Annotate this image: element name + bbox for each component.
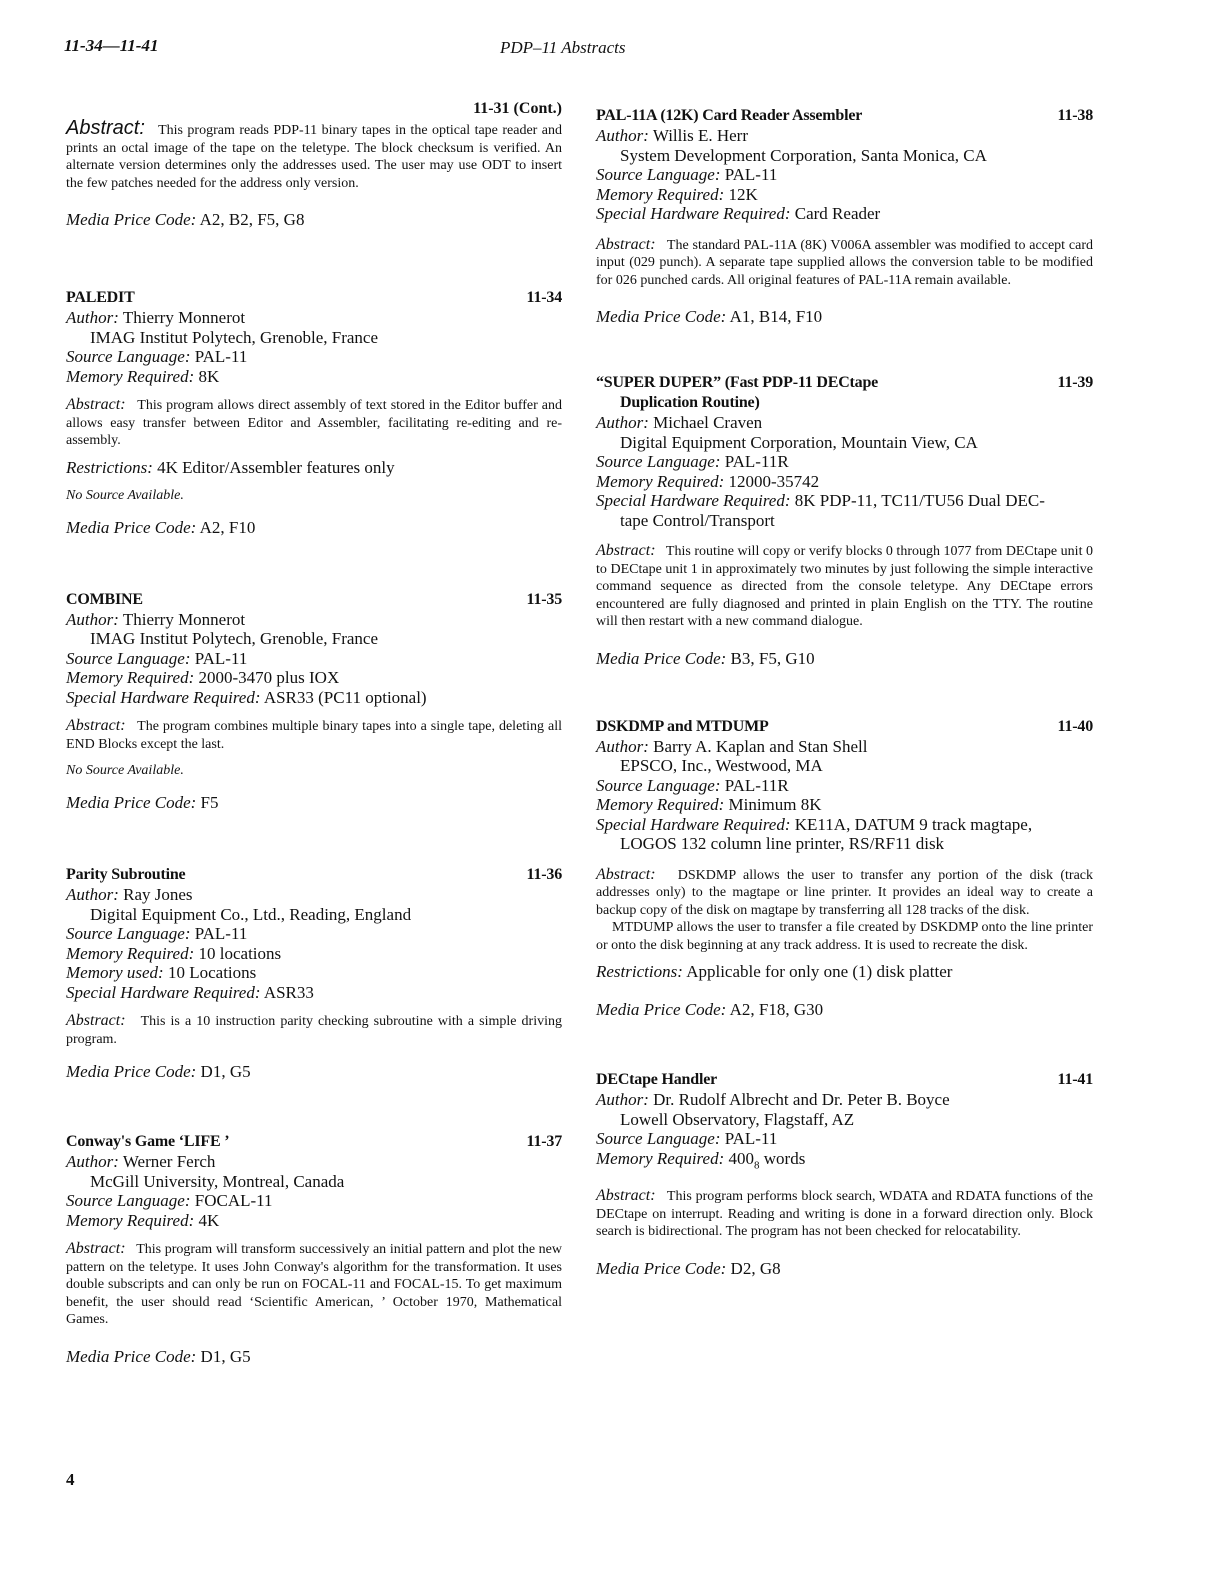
abstract: Abstract: This is a 10 instruction parity checking subroutine with a simple driving program.: [66, 1012, 562, 1047]
restrictions: Restrictions: Applicable for only one (1) disk platter: [596, 962, 953, 981]
memory-required: Memory Required: 10 locations: [66, 943, 282, 963]
entry-11-35: [66, 590, 562, 814]
page-number: 4: [66, 1470, 75, 1489]
entry-title: DECtape Handler: [596, 1071, 718, 1088]
entry-title: DSKDMP and MTDUMP: [596, 717, 769, 735]
source-language: Source Language: PAL-11: [66, 924, 248, 943]
left-column: [66, 100, 562, 1367]
abstract: Abstract: The standard PAL-11A (8K) V006A assembler was modified to accept card input (029 punch). A separate tape supplied allows the conversion table to be modified for 026 punched cards. All original features of PAL-11A remain available.: [596, 235, 1093, 288]
entry-number: 11-35: [526, 590, 562, 608]
entry-title: COMBINE: [66, 590, 143, 608]
memory-required: Memory Required: 12000-35742: [596, 471, 820, 491]
entry-number: 11-36: [526, 866, 562, 883]
media-price-code: Media Price Code: B3, F5, G10: [596, 648, 815, 668]
abstract: Abstract: This program will transform successively an initial pattern and plot the new pattern on the teletype. It uses John Conway's algorithm for the transformation. It uses double subscripts and can only be run on FOCAL-11 and FOCAL-15. To get maximum benefit, the user should read ‘Scientific American, ’ October 1970, Mathematical Games.: [66, 1240, 563, 1327]
entry-number: 11-40: [1057, 717, 1093, 735]
special-hardware: Special Hardware Required: ASR33: [66, 982, 314, 1002]
memory-required: Memory Required: Minimum 8K: [596, 795, 822, 814]
entry-11-36: [66, 865, 562, 1082]
restrictions: Restrictions: 4K Editor/Assembler features only: [66, 457, 395, 477]
entry-11-31-cont: [66, 100, 562, 230]
media-price-code: Media Price Code: A1, B14, F10: [596, 307, 823, 326]
source-language: Source Language: PAL-11R: [596, 775, 789, 795]
affiliation: Digital Equipment Corporation, Mountain View, CA: [620, 432, 978, 452]
affiliation: IMAG Institut Polytech, Grenoble, France: [90, 629, 378, 648]
entry-title: “SUPER DUPER” (Fast PDP-11 DECtape Duplication Routine): [596, 374, 879, 411]
memory-required: Memory Required: $400_8$ words: [596, 1148, 806, 1171]
author: Author: Thierry Monnerot: [66, 609, 246, 629]
memory-required: Memory Required: 2000-3470 plus IOX: [66, 668, 340, 687]
entry-number: 11-41: [1057, 1071, 1093, 1088]
memory-required: Memory Required: 4K: [66, 1210, 220, 1230]
memory-used: Memory used: 10 Locations: [66, 963, 257, 982]
entry-title: Parity Subroutine: [66, 866, 186, 883]
header-title: PDP–11 Abstracts: [500, 38, 626, 57]
entry-number: 11-38: [1057, 107, 1093, 124]
abstract: Abstract: This program performs block search, WDATA and RDATA functions of the DECtape on interrupt. Reading and writing is done in a forward direction only. Block search is bidirectional. The program has not been checked for relocatability.: [596, 1187, 1094, 1240]
author: Author: Willis E. Herr: [596, 126, 748, 145]
abstract: Abstract: This program allows direct assembly of text stored in the Editor buffer and allows easy transfer between Editor and Assembler, facilitating re-editing and re-assembly.: [66, 396, 562, 448]
special-hardware: Special Hardware Required: ASR33 (PC11 optional): [66, 687, 427, 707]
author: Author: Thierry Monnerot: [66, 308, 246, 327]
media-price-code: Media Price Code: A2, F18, G30: [596, 1000, 824, 1019]
media-price-code: Media Price Code: D2, G8: [596, 1258, 781, 1278]
memory-required: Memory Required: 8K: [66, 366, 220, 386]
affiliation: System Development Corporation, Santa Monica, CA: [620, 145, 987, 165]
source-language: Source Language: PAL-11R: [596, 452, 789, 471]
affiliation: IMAG Institut Polytech, Grenoble, France: [90, 327, 378, 347]
abstract: Abstract: DSKDMP allows the user to transfer any portion of the disk (track addresses only) to the magtape or line printer. It provides an ideal way to create a backup copy of the disk on magtape by transferring all 128 tracks of the disk. MTDUMP allows the user to transfer a file created by DSKDMP onto the line printer or onto the disk beginning at any track address. It is used to recreate the disk.: [596, 865, 1093, 953]
media-price-code: Media Price Code: A2, B2, F5, G8: [66, 210, 305, 229]
entry-11-40: [596, 717, 1093, 1021]
author: Author: Barry A. Kaplan and Stan Shell: [596, 736, 868, 756]
entry-number: 11-39: [1057, 374, 1093, 391]
media-price-code: Media Price Code: D1, G5: [66, 1346, 251, 1366]
memory-required: Memory Required: 12K: [596, 184, 758, 204]
header-page-range: 11-34—11-41: [64, 36, 159, 55]
entry-number: 11-37: [526, 1133, 562, 1150]
abstract: Abstract: This program reads PDP-11 binary tapes in the optical tape reader and prints an octal image of the tape on the teletype. The block checksum is verified. An alternate version determines only the addresses used. The user may use ODT to insert the few patches needed for the address only version.: [66, 117, 562, 191]
entry-11-37: [66, 1132, 562, 1367]
no-source-note: No Source Available.: [66, 763, 184, 778]
entry-11-34: [66, 288, 562, 538]
affiliation: EPSCO, Inc., Westwood, MA: [620, 756, 823, 775]
entry-number: 11-31 (Cont.): [473, 100, 562, 117]
entry-11-38: [596, 106, 1093, 327]
affiliation: Digital Equipment Co., Ltd., Reading, England: [90, 904, 412, 924]
media-price-code: Media Price Code: D1, G5: [66, 1062, 251, 1081]
entry-title: Conway's Game ‘LIFE ’: [66, 1133, 230, 1150]
source-language: Source Language: PAL-11: [66, 648, 248, 668]
abstract: Abstract: The program combines multiple binary tapes into a single tape, deleting all END Blocks except the last.: [66, 717, 562, 752]
entry-title: PALEDIT: [66, 289, 135, 306]
affiliation: Lowell Observatory, Flagstaff, AZ: [620, 1109, 855, 1129]
special-hardware: Special Hardware Required: Card Reader: [596, 204, 881, 223]
no-source-note: No Source Available.: [66, 487, 184, 503]
abstract: Abstract: This routine will copy or verify blocks 0 through 1077 from DECtape unit 0 to DECtape unit 1 in approximately two minutes by just following the simple interactive command sequence as directed from the console teletype. Any DECtape errors encountered are fully diagnosed and printed in plain English on the TTY. The routine will then restart with a new command dialogue.: [596, 542, 1093, 629]
affiliation: McGill University, Montreal, Canada: [90, 1171, 345, 1191]
author: Author: Ray Jones: [66, 885, 193, 904]
entry-11-41: [596, 1070, 1093, 1279]
source-language: Source Language: FOCAL-11: [66, 1191, 273, 1210]
author: Author: Werner Ferch: [66, 1152, 216, 1171]
source-language: Source Language: PAL-11: [66, 347, 248, 366]
entry-title: PAL-11A (12K) Card Reader Assembler: [596, 107, 863, 124]
author: Author: Dr. Rudolf Albrecht and Dr. Peter B. Boyce: [596, 1090, 950, 1109]
entry-number: 11-34: [526, 289, 562, 306]
media-price-code: Media Price Code: F5: [66, 793, 219, 812]
source-language: Source Language: PAL-11: [596, 165, 778, 184]
source-language: Source Language: PAL-11: [596, 1129, 778, 1148]
author: Author: Michael Craven: [596, 413, 763, 432]
entry-11-39: [596, 373, 1093, 669]
special-hardware: Special Hardware Required: 8K PDP-11, TC11/TU56 Dual DEC- tape Control/Transport: [596, 491, 1045, 530]
special-hardware: Special Hardware Required: KE11A, DATUM 9 track magtape, LOGOS 132 column line printer, RS/RF11 disk: [596, 814, 1033, 853]
media-price-code: Media Price Code: A2, F10: [66, 517, 256, 537]
right-column: [596, 106, 1093, 1279]
